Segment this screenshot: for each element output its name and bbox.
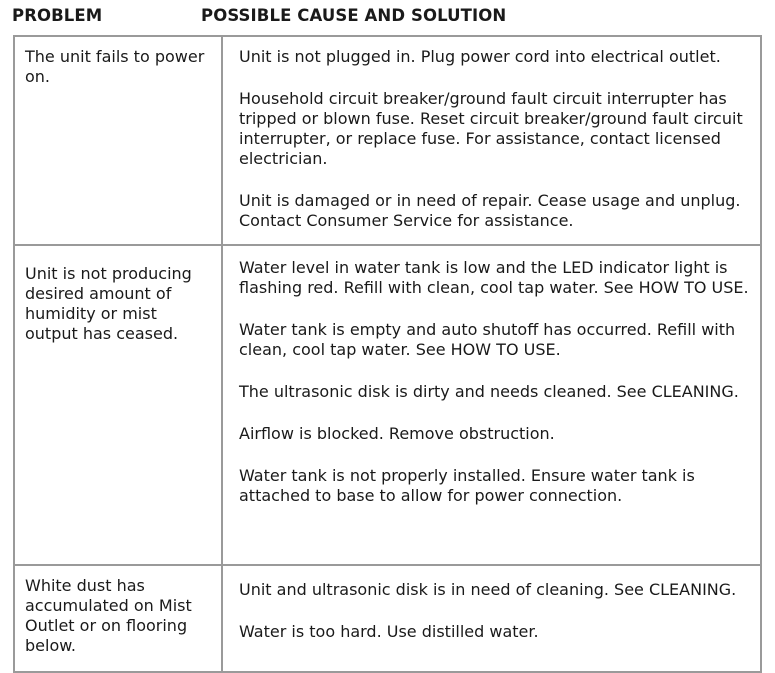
solution-cell <box>222 565 761 672</box>
solution-text: Water tank is not properly installed. Ensure water tank is attached to base to allow for power connection. <box>239 466 695 505</box>
solution-cell <box>222 245 761 565</box>
problem-cell: Unit is not producing desired amount of humidity or mist output has ceased. <box>14 245 222 565</box>
problem-column-header: PROBLEM <box>12 6 103 25</box>
troubleshooting-table <box>13 35 762 673</box>
solution-text: Household circuit breaker/ground fault circuit interrupter has tripped or blown fuse. Reset circuit breaker/ground fault circuit interrupter, or replace fuse. For assistance, contact licensed electrician. <box>239 89 743 168</box>
solution-text: Water level in water tank is low and the LED indicator light is flashing red. Refill with clean, cool tap water. See HOW TO USE. <box>239 258 749 297</box>
table-row <box>14 565 761 672</box>
solution-text: Unit is damaged or in need of repair. Cease usage and unplug. Contact Consumer Service for assistance. <box>239 191 741 230</box>
solution-cell <box>222 36 761 245</box>
solution-text: The ultrasonic disk is dirty and needs cleaned. See CLEANING. <box>239 382 739 401</box>
solution-text: Unit is not plugged in. Plug power cord into electrical outlet. <box>239 47 721 66</box>
problem-cell: White dust has accumulated on Mist Outlet or on flooring below. <box>14 565 222 672</box>
solution-column-header: POSSIBLE CAUSE AND SOLUTION <box>201 6 507 25</box>
table-row <box>14 245 761 565</box>
solution-text: Water tank is empty and auto shutoff has occurred. Refill with clean, cool tap water. See HOW TO USE. <box>239 320 736 359</box>
solution-text: Unit and ultrasonic disk is in need of cleaning. See CLEANING. <box>239 580 737 599</box>
solution-text: Airflow is blocked. Remove obstruction. <box>239 424 555 443</box>
solution-text: Water is too hard. Use distilled water. <box>239 622 539 641</box>
table-row <box>14 36 761 245</box>
problem-cell: The unit fails to power on. <box>14 36 222 245</box>
